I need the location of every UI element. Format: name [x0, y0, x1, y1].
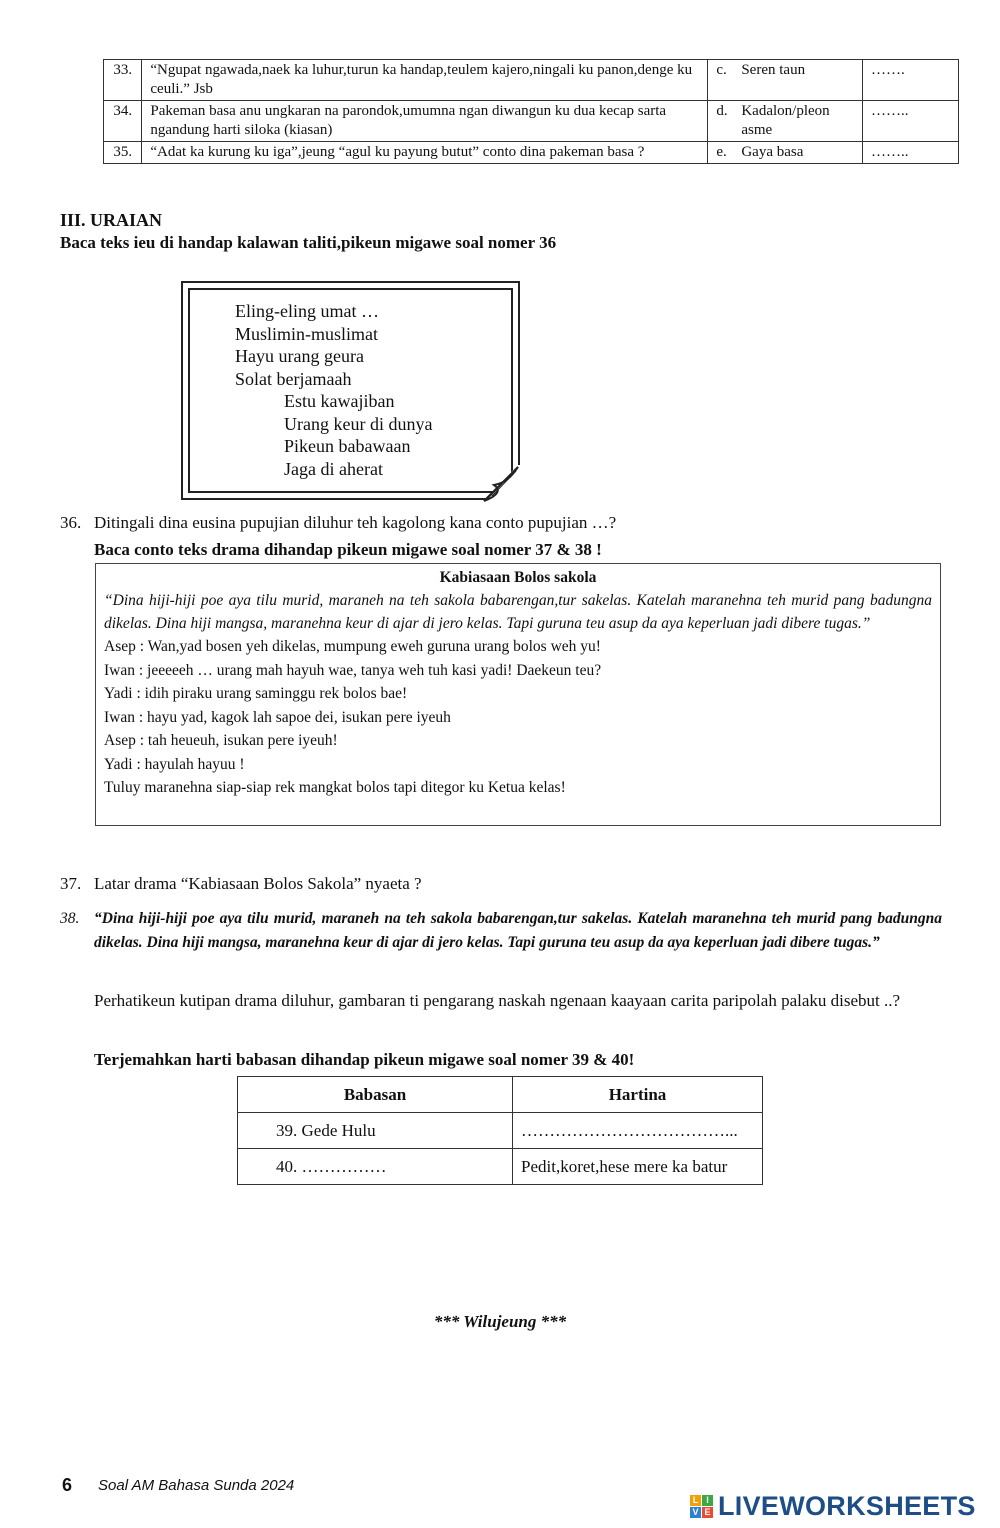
option-cell — [708, 101, 863, 142]
poem-line: Muslimin-muslimat — [235, 323, 379, 344]
matching-table — [103, 59, 959, 164]
table-row — [238, 1113, 763, 1149]
table-row — [104, 142, 959, 164]
question-38 — [60, 907, 942, 954]
section-title: III. URAIAN — [60, 210, 163, 230]
option-letter: e. — [716, 144, 727, 160]
question-text: Perhatikeun kutipan drama diluhur, gambaran ti pengarang naskah ngenaan kaayaan carita paripolah palaku disebut ..? — [94, 991, 901, 1010]
logo-letter: I — [702, 1495, 713, 1506]
answer-blank[interactable]: ……. — [862, 60, 958, 101]
answer-blank[interactable]: 40. …………… — [238, 1149, 513, 1185]
hartina-cell: Pedit,koret,hese mere ka batur — [513, 1149, 763, 1185]
question-number: 37. — [60, 874, 82, 893]
dialogue-line: Asep : tah heueuh, isukan pere iyeuh! — [104, 732, 338, 749]
page-curl-icon — [474, 463, 524, 505]
question-text: Latar drama “Kabiasaan Bolos Sakola” nyaeta ? — [94, 874, 422, 893]
poem-line: Pikeun babawaan — [284, 436, 411, 456]
question-number: 38. — [60, 910, 80, 927]
logo-text: LIVEWORKSHEETS — [718, 1490, 976, 1521]
footer-title: Soal AM Bahasa Sunda 2024 — [98, 1477, 295, 1494]
dialogue-line: Yadi : idih piraku urang saminggu rek bolos bae! — [104, 685, 408, 702]
poem-line: Estu kawajiban — [284, 391, 395, 411]
babasan-cell: 39. Gede Hulu — [238, 1113, 513, 1149]
table-row — [104, 60, 959, 101]
option-letter: c. — [716, 62, 727, 78]
poem-line: Hayu urang geura — [235, 346, 364, 366]
dialogue-line: Iwan : jeeeeeh … urang mah hayuh wae, tanya weh tuh kasi yadi! Daekeun teu? — [104, 661, 602, 679]
option-cell — [708, 142, 863, 164]
column-header: Babasan — [238, 1077, 513, 1113]
question-quote: “Dina hiji-hiji poe aya tilu murid, maraneh na teh sakola babarengan,tur sakelas. Katelah maranehna teh murid pang badungna dikelas. Dina hiji mangsa, maranehna keur di ajar di jero kelas. Tapi guruna teu asup da aya keperluan jadi dibere tugas.” — [94, 910, 942, 951]
answer-blank[interactable]: …….. — [862, 101, 958, 142]
option-text: Kadalon/pleon asme — [741, 103, 830, 138]
dialogue-line: Iwan : hayu yad, kagok lah sapoe dei, isukan pere iyeuh — [104, 708, 451, 726]
question-number: 33. — [104, 60, 142, 101]
table-row — [104, 101, 959, 142]
drama-title: Kabiasaan Bolos sakola — [439, 569, 597, 586]
page-number: 6 — [62, 1475, 73, 1495]
logo-letter: L — [690, 1495, 701, 1506]
question-text: Ditingali dina eusina pupujian diluhur teh kagolong kana conto pupujian …? — [94, 513, 617, 532]
question-number: 34. — [104, 101, 142, 142]
answer-blank[interactable]: ………………………………... — [513, 1113, 763, 1149]
question-text: Pakeman basa anu ungkaran na parondok,umumna ngan diwangun ku dua kecap sarta ngandung harti siloka (kiasan) — [142, 101, 708, 142]
liveworksheets-logo — [690, 1488, 976, 1524]
poem-line: Eling-eling umat … — [235, 301, 379, 321]
babasan-instruction: Terjemahkan harti babasan dihandap pikeun migawe soal nomer 39 & 40! — [94, 1050, 635, 1069]
poem-line: Urang keur di dunya — [284, 413, 433, 434]
question-text: “Adat ka kurung ku iga”,jeung “agul ku payung butut” conto dina pakeman basa ? — [142, 142, 708, 164]
logo-letter: E — [702, 1507, 713, 1518]
dialogue-line: Asep : Wan,yad bosen yeh dikelas, mumpung eweh guruna urang bolos weh yu! — [104, 638, 601, 655]
question-number: 36. — [60, 513, 82, 532]
closing-text: *** Wilujeung *** — [433, 1312, 567, 1331]
answer-blank[interactable]: …….. — [862, 142, 958, 164]
babasan-table — [237, 1076, 763, 1185]
option-text: Gaya basa — [741, 144, 804, 160]
table-row — [238, 1149, 763, 1185]
drama-intro: “Dina hiji-hiji poe aya tilu murid, maraneh na teh sakola babarengan,tur sakelas. Katelah maranehna teh murid pang badungna dikelas. Dina hiji mangsa, maranehna keur di ajar di jero kelas. Tapi guruna teu asup da aya keperluan jadi dibere tugas.” — [104, 592, 932, 632]
poem-text — [235, 300, 432, 480]
section-instruction: Baca teks ieu di handap kalawan taliti,pikeun migawe soal nomer 36 — [60, 233, 557, 252]
option-letter: d. — [716, 103, 728, 119]
option-text: Seren taun — [741, 62, 806, 78]
question-36 — [60, 513, 616, 533]
poem-line: Solat berjamaah — [235, 368, 352, 389]
question-text: “Ngupat ngawada,naek ka luhur,turun ka handap,teulem kajero,ningali ku panon,denge ku ceuli.” Jsb — [142, 60, 708, 101]
poem-line: Jaga di aherat — [284, 458, 383, 479]
dialogue-line: Tuluy maranehna siap-siap rek mangkat bolos tapi ditegor ku Ketua kelas! — [104, 779, 566, 796]
logo-grid-icon — [690, 1495, 713, 1518]
logo-letter: V — [690, 1507, 701, 1518]
table-header-row — [238, 1077, 763, 1113]
question-37 — [60, 874, 422, 894]
column-header: Hartina — [513, 1077, 763, 1113]
drama-instruction: Baca conto teks drama dihandap pikeun migawe soal nomer 37 & 38 ! — [94, 540, 602, 559]
question-number: 35. — [104, 142, 142, 164]
drama-box — [95, 563, 941, 826]
dialogue-line: Yadi : hayulah hayuu ! — [104, 755, 245, 773]
option-cell — [708, 60, 863, 101]
